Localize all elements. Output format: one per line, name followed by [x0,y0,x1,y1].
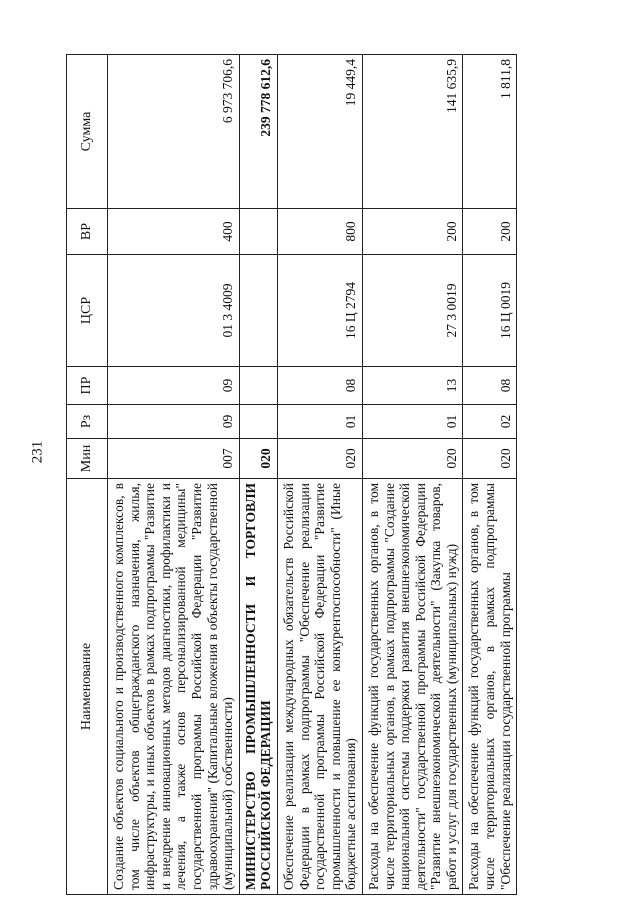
row-vr: 400 [108,209,240,255]
row-vr: 200 [362,209,463,255]
row-csr: 16 Ц 0019 [463,255,517,367]
row-sum: 239 778 612,6 [239,55,277,209]
budget-table-area [66,55,614,895]
column-header-name: Наименование [67,479,108,895]
column-header-sum: Сумма [67,55,108,209]
row-rz: 09 [108,405,240,439]
row-name: Обеспечение реализации международных обязательств Российской Федерации в рамках подпрограммы "Обеспечение реализации государственной программы Российской Федерации "Развитие промышленности и повышение ее конкурентоспособности" (Иные бюджетные ассигнования) [277,479,362,895]
row-name: МИНИСТЕРСТВО ПРОМЫШЛЕННОСТИ И ТОРГОВЛИ РОССИЙСКОЙ ФЕДЕРАЦИИ [239,479,277,895]
row-sum: 141 635,9 [362,55,463,209]
row-pr: 08 [463,367,517,405]
table-row [463,55,517,895]
column-header-min: Мин [67,439,108,479]
row-csr [239,255,277,367]
row-csr: 27 3 0019 [362,255,463,367]
row-min: 020 [362,439,463,479]
row-vr: 800 [277,209,362,255]
row-pr: 08 [277,367,362,405]
row-name: Расходы на обеспечение функций государственных органов, в том числе территориальных органов, в рамках подпрограммы "Обеспечение реализации государственной программы [463,479,517,895]
row-vr: 200 [463,209,517,255]
table-row [108,55,240,895]
row-sum: 19 449,4 [277,55,362,209]
column-header-pr: ПР [67,367,108,405]
page-number: 231 [29,440,46,464]
row-pr: 13 [362,367,463,405]
row-name: Создание объектов социального и производственного комплексов, в том числе объектов общегражданского назначения, жилья, инфраструктуры, и иных объектов в рамках подпрограммы "Развитие и внедрение инновационных методов диагностики, профилактики и лечения, а также основ персонализированной медицины" государственной программы Российской Федерации "Развитие здравоохранения" (Капитальные вложения в объекты государственной (муниципальной) собственности) [108,479,240,895]
row-sum: 6 973 706,6 [108,55,240,209]
row-min: 020 [277,439,362,479]
column-header-rz: Рз [67,405,108,439]
row-rz [239,405,277,439]
row-min: 020 [463,439,517,479]
budget-table [66,54,517,895]
row-min: 020 [239,439,277,479]
column-header-vr: ВР [67,209,108,255]
row-csr: 16 Ц 2794 [277,255,362,367]
row-pr [239,367,277,405]
table-header-row [67,55,108,895]
row-name: Расходы на обеспечение функций государственных органов, в том числе территориальных органов, в рамках подпрограммы "Создание национальной системы поддержки развития внешнеэкономической деятельности" государственной программы Российской Федерации "Развитие внешнеэкономической деятельности" (Закупка товаров, работ и услуг для государственных (муниципальных) нужд) [362,479,463,895]
column-header-csr: ЦСР [67,255,108,367]
row-sum: 1 811,8 [463,55,517,209]
row-pr: 09 [108,367,240,405]
row-rz: 01 [362,405,463,439]
row-rz: 02 [463,405,517,439]
table-row [362,55,463,895]
row-rz: 01 [277,405,362,439]
table-row [239,55,277,895]
table-row [277,55,362,895]
row-csr: 01 3 4009 [108,255,240,367]
row-min: 007 [108,439,240,479]
row-vr [239,209,277,255]
